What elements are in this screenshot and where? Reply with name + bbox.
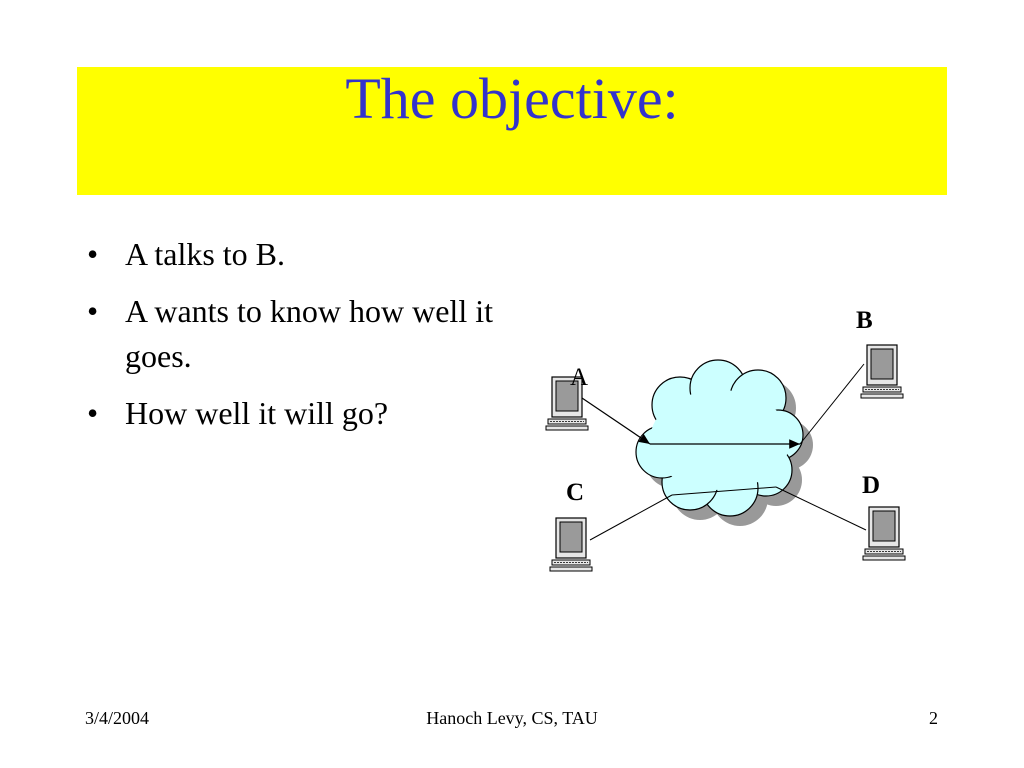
computer-d-icon	[863, 507, 905, 560]
bullet-icon: •	[87, 395, 99, 431]
link-cloud-b	[800, 364, 864, 444]
cloud-fill	[650, 390, 790, 490]
node-label-d: D	[862, 472, 881, 499]
bullet-icon: •	[87, 236, 99, 272]
slide-title: The objective:	[345, 66, 679, 131]
link-a-cloud	[582, 398, 650, 444]
footer-author: Hanoch Levy, CS, TAU	[426, 708, 598, 728]
bullet-text-3: How well it will go?	[125, 395, 389, 431]
link-cloud-d	[776, 487, 866, 530]
footer-page-number: 2	[929, 708, 938, 728]
node-label-c: C	[566, 479, 585, 506]
link-c-cloud	[590, 495, 672, 540]
footer-date: 3/4/2004	[85, 708, 150, 728]
node-label-b: B	[856, 307, 873, 334]
computer-c-icon	[550, 518, 592, 571]
bullet-text-2: A wants to know how well it goes.	[125, 293, 493, 374]
bullet-text-1: A talks to B.	[125, 236, 286, 272]
node-label-a: A	[570, 364, 589, 391]
bullet-icon: •	[87, 293, 99, 329]
computer-b-icon	[861, 345, 903, 398]
